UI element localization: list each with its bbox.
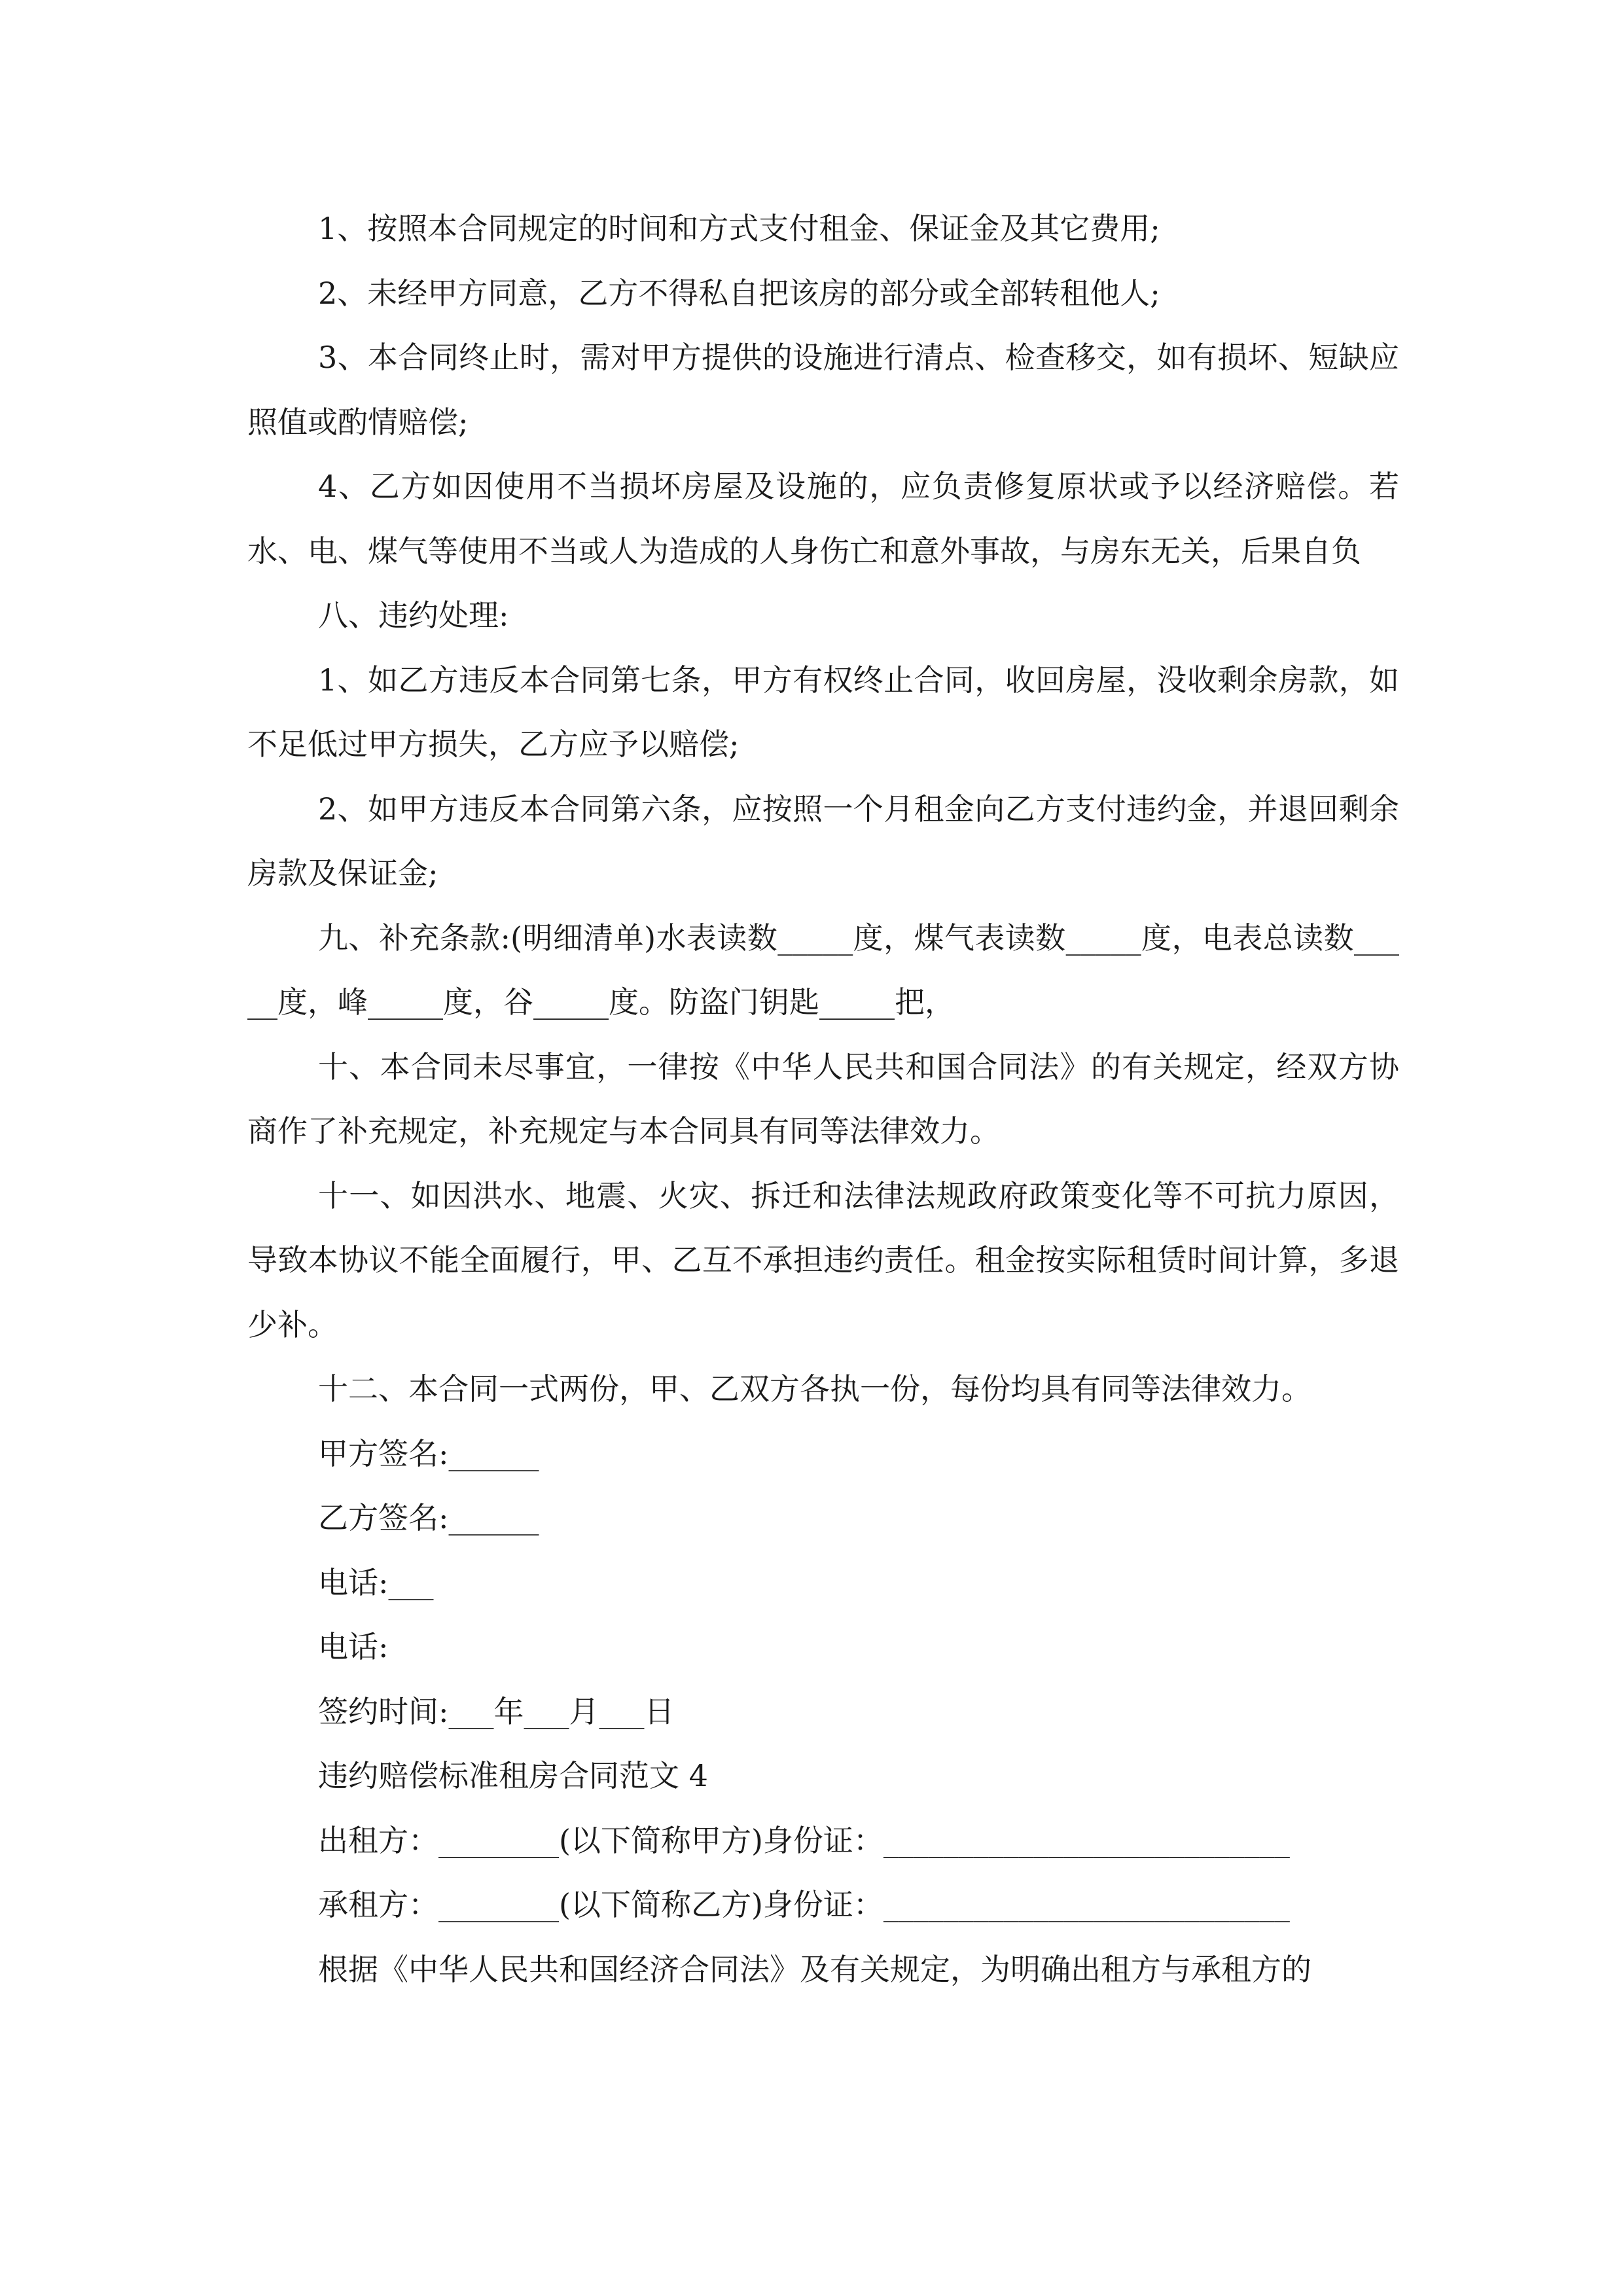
- lessee-line: 承租方：________(以下简称乙方)身份证：___________________________: [318, 1887, 1290, 1922]
- clause-ten: 十、本合同未尽事宜，一律按《中华人民共和国合同法》的有关规定，经双方协商作了补充规定，补充规定与本合同具有同等法律效力。: [247, 1049, 1399, 1149]
- sample-title: 违约赔偿标准租房合同范文 4: [318, 1758, 708, 1793]
- clause-breach-1: 1、如乙方违反本合同第七条，甲方有权终止合同，收回房屋，没收剩余房款，如不足低过甲方损失，乙方应予以赔偿;: [247, 662, 1399, 762]
- section-heading-breach: 八、违约处理:: [318, 598, 509, 633]
- signature-party-b: 乙方签名:______: [318, 1500, 539, 1535]
- clause-tenant-duty-3: 3、本合同终止时，需对甲方提供的设施进行清点、检查移交，如有损坏、短缺应照值或酌情赔偿;: [247, 340, 1399, 440]
- signature-party-a: 甲方签名:______: [318, 1435, 539, 1471]
- phone-line-2: 电话:: [318, 1629, 389, 1664]
- clause-twelve: 十二、本合同一式两份，甲、乙双方各执一份，每份均具有同等法律效力。: [318, 1371, 1311, 1407]
- clause-tenant-duty-2: 2、未经甲方同意，乙方不得私自把该房的部分或全部转租他人;: [318, 275, 1160, 311]
- preamble-line: 根据《中华人民共和国经济合同法》及有关规定，为明确出租方与承租方的: [318, 1951, 1311, 1987]
- clause-supplementary: 九、补充条款:(明细清单)水表读数_____度，煤气表读数_____度，电表总读数_____度，峰_____度，谷_____度。防盗门钥匙_____把，: [247, 920, 1399, 1020]
- phone-line-1: 电话:___: [318, 1564, 434, 1600]
- signing-date: 签约时间:___年___月___日: [318, 1693, 675, 1729]
- clause-breach-2: 2、如甲方违反本合同第六条，应按照一个月租金向乙方支付违约金，并退回剩余房款及保证金;: [247, 791, 1399, 891]
- lessor-line: 出租方：________(以下简称甲方)身份证：___________________________: [318, 1822, 1290, 1858]
- clause-tenant-duty-4: 4、乙方如因使用不当损坏房屋及设施的，应负责修复原状或予以经济赔偿。若水、电、煤气等使用不当或人为造成的人身伤亡和意外事故，与房东无关，后果自负: [247, 469, 1399, 569]
- clause-eleven: 十一、如因洪水、地震、火灾、拆迁和法律法规政府政策变化等不可抗力原因，导致本协议不能全面履行，甲、乙互不承担违约责任。租金按实际租赁时间计算，多退少补。: [247, 1177, 1399, 1342]
- document-body: [247, 196, 1399, 2001]
- clause-tenant-duty-1: 1、按照本合同规定的时间和方式支付租金、保证金及其它费用;: [318, 211, 1160, 246]
